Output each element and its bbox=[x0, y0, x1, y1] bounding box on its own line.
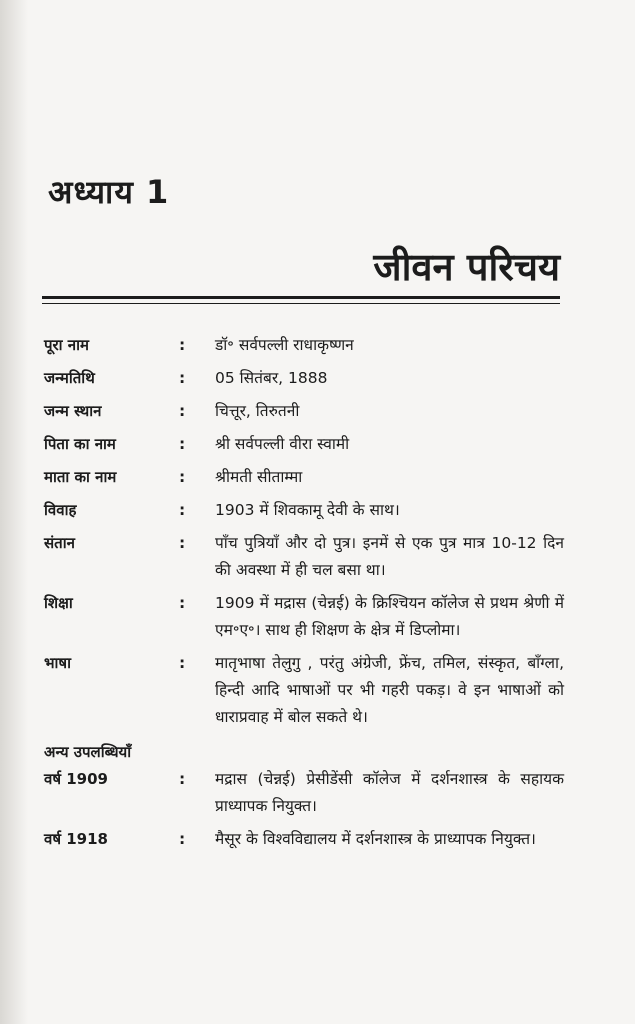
bio-label: माता का नाम bbox=[44, 468, 117, 486]
bio-value: श्री सर्वपल्ली वीरा स्वामी bbox=[215, 435, 350, 453]
bio-label: पूरा नाम bbox=[44, 336, 89, 354]
achievement-year: वर्ष 1918 bbox=[44, 830, 108, 848]
bio-separator: : bbox=[179, 435, 186, 453]
achievement-row bbox=[44, 826, 564, 853]
bio-value: 1903 में शिवकामू देवी के साथ। bbox=[215, 501, 400, 519]
achievement-text: मद्रास (चेन्नई) प्रेसीडेंसी कॉलेज में दर्शनशास्त्र के सहायक प्राध्यापक नियुक्त। bbox=[215, 770, 564, 815]
bio-label: भाषा bbox=[44, 654, 71, 672]
bio-separator: : bbox=[179, 336, 186, 354]
bio-label: संतान bbox=[44, 534, 75, 552]
bio-separator: : bbox=[179, 594, 186, 612]
bio-label: जन्मतिथि bbox=[44, 369, 95, 387]
bio-label: शिक्षा bbox=[44, 594, 73, 612]
bio-row bbox=[44, 365, 564, 392]
bio-row bbox=[44, 464, 564, 491]
bio-row bbox=[44, 650, 564, 731]
bio-value: 05 सितंबर, 1888 bbox=[215, 369, 328, 387]
page-edge-shadow bbox=[0, 0, 28, 1024]
bio-separator: : bbox=[179, 830, 186, 848]
achievement-text: मैसूर के विश्वविद्यालय में दर्शनशास्त्र के प्राध्यापक नियुक्त। bbox=[215, 830, 536, 848]
bio-separator: : bbox=[179, 534, 186, 552]
bio-row bbox=[44, 530, 564, 584]
bio-separator: : bbox=[179, 501, 186, 519]
bio-label: विवाह bbox=[44, 501, 77, 519]
chapter-number: अध्याय 1 bbox=[48, 173, 170, 211]
bio-row bbox=[44, 431, 564, 458]
bio-value: 1909 में मद्रास (चेन्नई) के क्रिश्चियन कॉलेज से प्रथम श्रेणी में एम॰ए॰। साथ ही शिक्षण के क्षेत्र में डिप्लोमा। bbox=[215, 594, 564, 639]
bio-separator: : bbox=[179, 770, 186, 788]
achievement-year: वर्ष 1909 bbox=[44, 770, 108, 788]
biography-details bbox=[44, 332, 564, 859]
bio-value: पाँच पुत्रियाँ और दो पुत्र। इनमें से एक पुत्र मात्र 10-12 दिन की अवस्था में ही चल बसा था। bbox=[215, 534, 564, 579]
bio-row bbox=[44, 590, 564, 644]
bio-row bbox=[44, 398, 564, 425]
achievement-row bbox=[44, 766, 564, 820]
bio-separator: : bbox=[179, 369, 186, 387]
bio-separator: : bbox=[179, 654, 186, 672]
bio-label: पिता का नाम bbox=[44, 435, 116, 453]
bio-value: डॉ॰ सर्वपल्ली राधाकृष्णन bbox=[215, 336, 354, 354]
bio-value: चित्तूर, तिरुतनी bbox=[215, 402, 300, 420]
bio-value: मातृभाषा तेलुगु , परंतु अंग्रेजी, फ्रेंच, तमिल, संस्कृत, बाँग्ला, हिन्दी आदि भाषाओं पर भी गहरी पकड़। वे इन भाषाओं को धाराप्रवाह में बोल सकते थे। bbox=[215, 654, 564, 726]
achievements-heading: अन्य उपलब्धियाँ bbox=[44, 743, 132, 761]
bio-separator: : bbox=[179, 402, 186, 420]
title-rule-thin bbox=[42, 303, 560, 304]
chapter-title: जीवन परिचय bbox=[373, 245, 560, 289]
bio-row bbox=[44, 497, 564, 524]
bio-row bbox=[44, 332, 564, 359]
bio-label: जन्म स्थान bbox=[44, 402, 102, 420]
bio-separator: : bbox=[179, 468, 186, 486]
bio-value: श्रीमती सीताम्मा bbox=[215, 468, 303, 486]
title-rule-thick bbox=[42, 296, 560, 299]
